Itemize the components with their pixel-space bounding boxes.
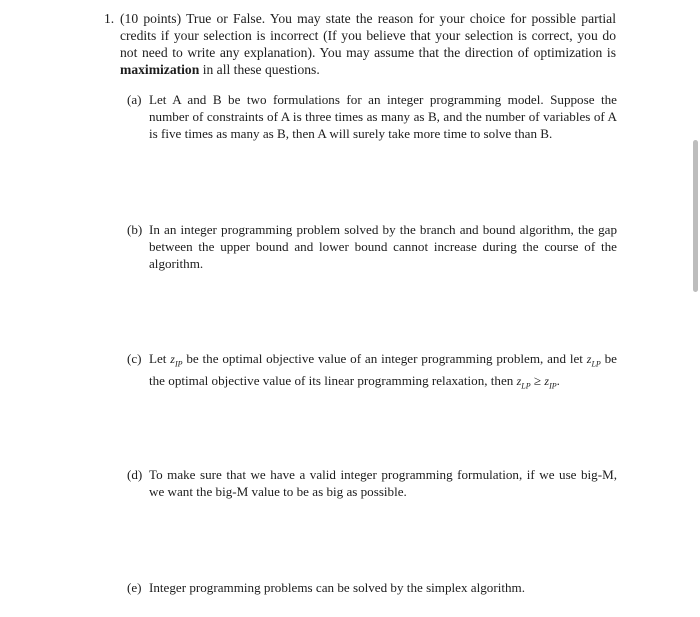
part-d xyxy=(127,466,617,500)
part-a-text: Let A and B be two formulations for an integer programming model. Suppose the number of constraints of A is three times as many as B, and the number of variables of A is five times as many as B, then A will surely take more time to solve than B. xyxy=(149,92,617,141)
math-lp-subscript: LP xyxy=(521,381,531,391)
part-c-label: (c) xyxy=(127,351,142,366)
part-b-label: (b) xyxy=(127,222,143,237)
part-a-label: (a) xyxy=(127,92,142,107)
math-z-symbol: z xyxy=(516,374,522,389)
part-e-label: (e) xyxy=(127,580,142,595)
part-c-text-3: be the optimal objective value of its linear programming relaxation, then xyxy=(149,351,617,389)
math-z-ip xyxy=(170,352,183,369)
part-c-period: . xyxy=(556,373,560,389)
vertical-scrollbar[interactable] xyxy=(693,140,698,292)
part-c-text-2: be the optimal objective value of an integer programming problem, and let xyxy=(186,351,583,366)
part-e xyxy=(127,579,617,596)
math-z-symbol: z xyxy=(170,352,175,366)
math-ip-subscript: IP xyxy=(549,381,557,391)
part-c-text xyxy=(149,350,617,395)
question-bold-term: maximization xyxy=(120,62,200,77)
math-lp-subscript: LP xyxy=(591,359,601,369)
part-b xyxy=(127,221,617,272)
math-z-lp xyxy=(586,352,601,369)
question-intro xyxy=(120,10,616,78)
question-number: 1. xyxy=(104,11,115,26)
part-a xyxy=(127,91,617,142)
part-d-label: (d) xyxy=(127,467,143,482)
question-intro-end: in all these questions. xyxy=(202,62,320,77)
part-c xyxy=(127,350,617,395)
part-e-text: Integer programming problems can be solved by the simplex algorithm. xyxy=(149,580,525,595)
math-ip-subscript: IP xyxy=(174,359,183,369)
math-geq-symbol: ≥ xyxy=(533,373,542,389)
math-z-symbol: z xyxy=(586,352,592,366)
math-z-symbol: z xyxy=(544,374,550,389)
part-b-text: In an integer programming problem solved by the branch and bound algorithm, the gap between the upper bound and lower bound cannot increase during the course of the algorithm. xyxy=(149,222,617,271)
part-d-text: To make sure that we have a valid integer programming formulation, if we use big-M, we want the big-M value to be as big as possible. xyxy=(149,467,617,499)
math-z-lp-2 xyxy=(516,374,531,391)
question-intro-text: (10 points) True or False. You may state the reason for your choice for possible partial credits if your selection is incorrect (If you believe that your selection is correct, you do not need to write any explanation). You may assume that the direction of optimization is xyxy=(120,11,616,60)
part-c-text-1: Let xyxy=(149,351,167,366)
math-z-ip-2 xyxy=(544,374,557,391)
